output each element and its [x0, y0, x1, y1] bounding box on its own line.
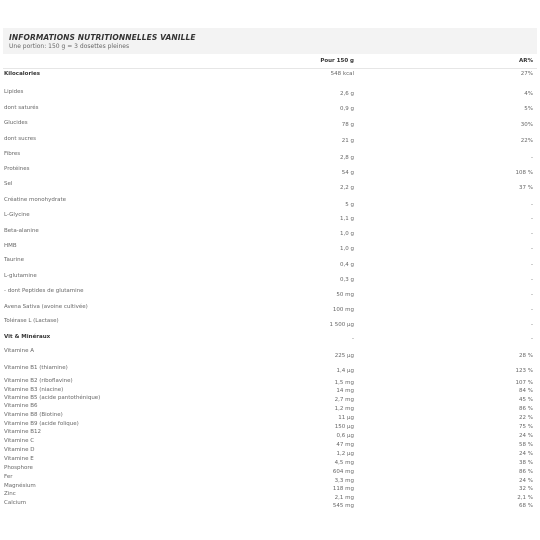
nutrient-name: Glucides — [4, 120, 28, 126]
nutrient-name: Avena Sativa (avoine cultivée) — [4, 304, 88, 310]
nutrient-name: Vitamine A — [4, 348, 34, 354]
nutrient-ar-percent: 45 % — [519, 397, 533, 403]
nutrient-ar-percent: - — [531, 262, 533, 268]
nutrient-ar-percent: 86 % — [519, 469, 533, 475]
nutrient-amount: 2,7 mg — [334, 397, 354, 403]
nutrient-ar-percent: 5% — [524, 106, 533, 112]
nutrient-ar-percent: 28 % — [519, 353, 533, 359]
nutrient-amount: 0,9 g — [340, 106, 354, 112]
nutrient-ar-percent: 86 % — [519, 406, 533, 412]
header-divider — [3, 68, 537, 69]
nutrient-name: Fibres — [4, 151, 21, 157]
nutrient-amount: 100 mg — [332, 307, 354, 313]
nutrient-amount: 5 g — [345, 202, 354, 208]
nutrient-name: Magnésium — [4, 483, 36, 489]
nutrient-ar-percent: 123 % — [515, 368, 533, 374]
nutrient-amount: 604 mg — [332, 469, 354, 475]
nutrient-ar-percent: - — [531, 202, 533, 208]
nutrient-name: Tolérase L (Lactase) — [4, 318, 59, 324]
nutrient-name: Lipides — [4, 89, 24, 95]
nutrient-amount: 545 mg — [332, 503, 354, 509]
nutrient-ar-percent: 38 % — [519, 460, 533, 466]
nutrient-name: Sel — [4, 181, 13, 187]
nutrient-ar-percent: 84 % — [519, 388, 533, 394]
nutrient-name: Vitamine B5 (acide pantothénique) — [4, 395, 101, 401]
nutrient-ar-percent: 37 % — [519, 185, 533, 191]
nutrient-ar-percent: - — [531, 231, 533, 237]
nutrient-ar-percent: 107 % — [515, 380, 533, 386]
column-header-ar: AR% — [518, 58, 533, 64]
nutrient-name: Vitamine B2 (riboflavine) — [4, 378, 73, 384]
nutrient-ar-percent: 108 % — [515, 170, 533, 176]
nutrient-name: L-Glycine — [4, 212, 30, 218]
nutrient-amount: 225 µg — [334, 353, 354, 359]
nutrient-amount: 2,8 g — [340, 155, 354, 161]
nutrient-name: Vitamine B9 (acide folique) — [4, 421, 79, 427]
nutrient-amount: 0,3 g — [340, 277, 354, 283]
nutrient-amount: 11 µg — [338, 415, 354, 421]
nutrient-amount: 78 g — [341, 122, 354, 128]
nutrient-amount: 150 µg — [334, 424, 354, 430]
nutrient-ar-percent: - — [531, 277, 533, 283]
nutrient-name: Beta-alanine — [4, 228, 39, 234]
nutrient-ar-percent: - — [531, 322, 533, 328]
nutrient-name: Vitamine B6 — [4, 403, 38, 409]
nutrient-name: Vitamine B8 (Biotine) — [4, 412, 63, 418]
nutrient-name: Fer — [4, 474, 13, 480]
nutrient-name: Vitamine D — [4, 447, 35, 453]
nutrient-amount: 14 mg — [336, 388, 354, 394]
nutrient-name: Phosphore — [4, 465, 33, 471]
nutrient-ar-percent: 75 % — [519, 424, 533, 430]
nutrient-amount: 0,6 µg — [336, 433, 354, 439]
nutrient-ar-percent: 2,1 % — [517, 495, 533, 501]
column-header-amount: Pour 150 g — [320, 58, 354, 64]
nutrient-name: Kilocalories — [4, 71, 41, 77]
nutrient-ar-percent: - — [531, 155, 533, 161]
nutrient-name: - dont Peptides de glutamine — [4, 288, 84, 294]
nutrient-amount: 1,2 µg — [336, 451, 354, 457]
nutrient-ar-percent: 27% — [520, 71, 533, 77]
nutrient-amount: 1,5 mg — [334, 380, 354, 386]
nutrient-amount: 1 500 µg — [329, 322, 354, 328]
nutrient-ar-percent: 32 % — [519, 486, 533, 492]
nutrient-ar-percent: 4% — [524, 91, 533, 97]
nutrient-name: L-glutamine — [4, 273, 37, 279]
nutrient-ar-percent: - — [531, 336, 533, 342]
nutrient-name: Vitamine B3 (niacine) — [4, 387, 64, 393]
nutrient-ar-percent: 24 % — [519, 433, 533, 439]
nutrient-ar-percent: - — [531, 216, 533, 222]
serving-subtitle: Une portion: 150 g = 3 dosettes pleines — [9, 43, 130, 50]
nutrient-name: Vitamine E — [4, 456, 34, 462]
nutrient-amount: 3,3 mg — [334, 478, 354, 484]
nutrient-name: Protéines — [4, 166, 30, 172]
nutrient-ar-percent: 22 % — [519, 415, 533, 421]
nutrient-name: Calcium — [4, 500, 27, 506]
nutrient-amount: 2,1 mg — [334, 495, 354, 501]
nutrient-name: Vit & Minéraux — [4, 334, 51, 340]
nutrient-name: dont saturés — [4, 105, 39, 111]
nutrient-amount: 548 kcal — [330, 71, 354, 77]
nutrient-amount: 2,2 g — [340, 185, 354, 191]
nutrient-ar-percent: - — [531, 292, 533, 298]
page-title: INFORMATIONS NUTRITIONNELLES VANILLE — [9, 33, 196, 42]
nutrient-ar-percent: - — [531, 307, 533, 313]
nutrient-ar-percent: 30% — [520, 122, 533, 128]
nutrient-ar-percent: - — [531, 246, 533, 252]
nutrient-name: Créatine monohydrate — [4, 197, 67, 203]
nutrient-name: Zinc — [4, 491, 16, 497]
nutrient-amount: 1,4 µg — [336, 368, 354, 374]
nutrient-ar-percent: 24 % — [519, 478, 533, 484]
nutrient-amount: - — [352, 336, 354, 342]
nutrient-amount: 21 g — [341, 138, 354, 144]
nutrient-name: Vitamine B1 (thiamine) — [4, 365, 68, 371]
nutrient-name: Vitamine C — [4, 438, 35, 444]
nutrient-amount: 50 mg — [336, 292, 354, 298]
nutrient-name: HMB — [4, 243, 17, 249]
nutrient-name: dont sucres — [4, 136, 37, 142]
nutrient-amount: 118 mg — [332, 486, 354, 492]
nutrient-amount: 54 g — [341, 170, 354, 176]
nutrient-ar-percent: 22% — [520, 138, 533, 144]
nutrient-ar-percent: 24 % — [519, 451, 533, 457]
nutrient-amount: 2,6 g — [340, 91, 354, 97]
nutrient-amount: 1,0 g — [340, 246, 354, 252]
nutrient-name: Vitamine B12 — [4, 429, 41, 435]
nutrient-amount: 1,2 mg — [334, 406, 354, 412]
nutrient-name: Taurine — [4, 257, 24, 263]
nutrient-amount: 0,4 g — [340, 262, 354, 268]
nutrient-amount: 1,0 g — [340, 231, 354, 237]
nutrient-amount: 4,5 mg — [334, 460, 354, 466]
nutrient-amount: 47 mg — [336, 442, 354, 448]
nutrient-amount: 1,1 g — [340, 216, 354, 222]
nutrient-ar-percent: 68 % — [519, 503, 533, 509]
table-header-band — [3, 28, 537, 54]
nutrient-ar-percent: 58 % — [519, 442, 533, 448]
